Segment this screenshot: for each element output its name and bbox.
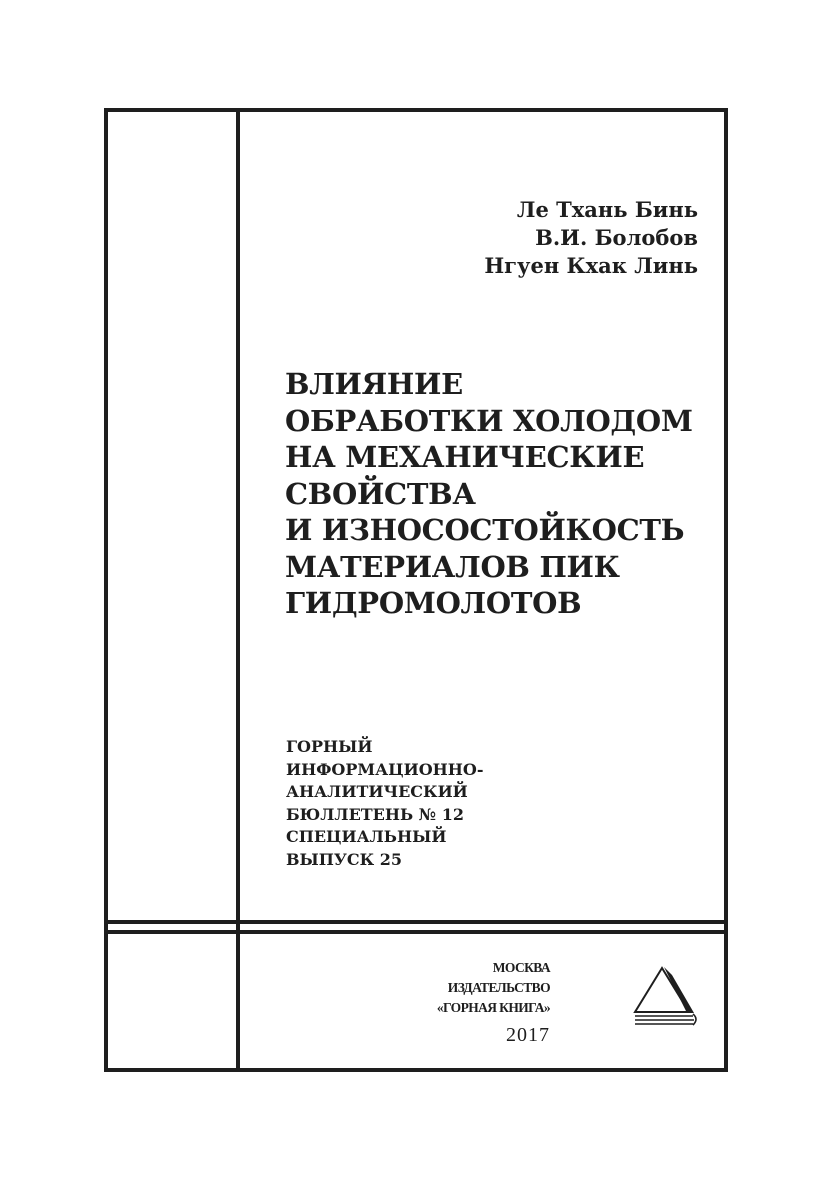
frame-horizontal-divider-upper — [104, 920, 728, 924]
book-title — [285, 366, 693, 622]
title-line: ГИДРОМОЛОТОВ — [285, 586, 582, 620]
author-name: В.И. Болобов — [535, 225, 698, 250]
series-line: ГОРНЫЙ — [286, 737, 373, 756]
frame-left-border — [104, 108, 108, 1072]
title-line: МАТЕРИАЛОВ ПИК — [285, 549, 620, 584]
publisher-house-line2: «ГОРНАЯ КНИГА» — [436, 1000, 550, 1015]
publisher-info — [437, 958, 550, 1018]
series-line: СПЕЦИАЛЬНЫЙ — [286, 827, 447, 846]
series-line: ИНФОРМАЦИОННО- — [286, 759, 484, 779]
frame-bottom-border — [104, 1068, 728, 1072]
publisher-city: МОСКВА — [492, 960, 550, 975]
publication-year: 2017 — [506, 1024, 550, 1046]
series-line: ВЫПУСК 25 — [286, 849, 402, 869]
series-info — [286, 736, 483, 871]
author-name: Ле Тхань Бинь — [516, 197, 698, 222]
title-line: ВЛИЯНИЕ — [285, 367, 463, 401]
author-list — [484, 196, 698, 280]
title-line: НА МЕХАНИЧЕСКИЕ — [285, 440, 645, 474]
frame-top-border — [104, 108, 728, 112]
title-line: И ИЗНОСОСТОЙКОСТЬ — [285, 513, 685, 547]
frame-horizontal-divider-lower — [104, 930, 728, 934]
title-line: СВОЙСТВА — [285, 476, 476, 511]
series-line: АНАЛИТИЧЕСКИЙ — [286, 782, 468, 801]
publisher-house-line1: ИЗДАТЕЛЬСТВО — [447, 980, 550, 995]
title-line: ОБРАБОТКИ ХОЛОДОМ — [285, 403, 693, 438]
frame-vertical-divider — [236, 108, 240, 1072]
frame-right-border — [724, 108, 728, 1072]
series-line: БЮЛЛЕТЕНЬ № 12 — [286, 804, 464, 824]
triangle-book-logo-icon — [628, 963, 704, 1029]
author-name: Нгуен Кхак Линь — [484, 253, 698, 278]
